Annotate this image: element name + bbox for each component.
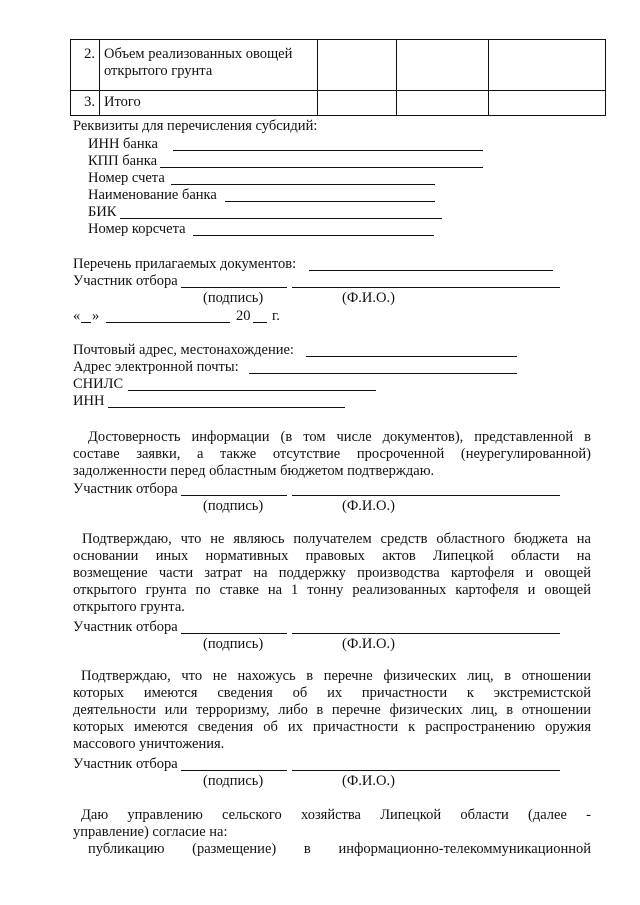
signature-line[interactable] bbox=[181, 633, 287, 634]
paragraph-line: Достоверность информации (в том числе документов), представленной в bbox=[88, 429, 591, 445]
declaration-no-other-funds bbox=[73, 531, 591, 616]
date-open-quote: « bbox=[73, 308, 81, 324]
signature-caption: (подпись) bbox=[203, 773, 264, 789]
table-row bbox=[71, 40, 606, 91]
snils-label: СНИЛС bbox=[73, 376, 124, 392]
paragraph-line: основании иных нормативных правовых актов Липецкой области на bbox=[73, 548, 591, 564]
bank-name-input[interactable] bbox=[225, 201, 435, 202]
date-year-suffix: г. bbox=[272, 308, 280, 324]
signature-line[interactable] bbox=[181, 770, 287, 771]
bik-label: БИК bbox=[88, 204, 117, 220]
table-row bbox=[71, 91, 606, 116]
corr-account-label: Номер корсчета bbox=[88, 221, 186, 237]
date-year-input[interactable] bbox=[253, 322, 267, 323]
paragraph-line: составе заявки, а также отсутствие просроченной (неурегулированной) bbox=[73, 446, 591, 462]
paragraph-line: Подтверждаю, что не являюсь получателем средств областного бюджета на bbox=[82, 531, 591, 547]
kpp-bank-label: КПП банка bbox=[88, 153, 158, 169]
signature-line[interactable] bbox=[181, 495, 287, 496]
paragraph-line: управление) согласие на: bbox=[73, 824, 228, 840]
fio-line[interactable] bbox=[292, 495, 560, 496]
postal-address-input[interactable] bbox=[306, 356, 517, 357]
paragraph-line: открытого грунта. bbox=[73, 599, 185, 615]
fio-caption: (Ф.И.О.) bbox=[342, 498, 395, 514]
paragraph-line: открытого грунта по ставке на 1 тонну реализованных картофеля и овощей bbox=[73, 582, 591, 598]
documents-label: Перечень прилагаемых документов: bbox=[73, 256, 297, 272]
snils-input[interactable] bbox=[128, 390, 376, 391]
table-cell bbox=[489, 40, 606, 91]
date-year-prefix: 20 bbox=[236, 308, 251, 324]
fio-line[interactable] bbox=[292, 633, 560, 634]
declaration-accuracy bbox=[73, 429, 591, 480]
participant-label: Участник отбора bbox=[73, 756, 178, 772]
inn-bank-label: ИНН банка bbox=[88, 136, 158, 152]
consent-paragraph bbox=[73, 807, 591, 858]
paragraph-line: Подтверждаю, что не нахожусь в перечне физических лиц, в отношении bbox=[81, 668, 591, 684]
bik-input[interactable] bbox=[120, 218, 442, 219]
account-number-input[interactable] bbox=[171, 184, 435, 185]
participant-label: Участник отбора bbox=[73, 481, 178, 497]
paragraph-line: которых имеются сведения об их причастности к экстремистской bbox=[73, 685, 591, 701]
paragraph-line: публикацию (размещение) в информационно-телекоммуникационной bbox=[88, 841, 591, 857]
paragraph-line: деятельности или терроризму, либо в перечне физических лиц, в отношении bbox=[73, 702, 591, 718]
paragraph-line: задолженности перед областным бюджетом подтверждаю. bbox=[73, 463, 435, 479]
inn-bank-input[interactable] bbox=[173, 150, 483, 151]
paragraph-line: массового уничтожения. bbox=[73, 736, 225, 752]
participant-label: Участник отбора bbox=[73, 619, 178, 635]
table-cell bbox=[397, 91, 489, 116]
fio-caption: (Ф.И.О.) bbox=[342, 290, 395, 306]
postal-address-label: Почтовый адрес, местонахождение: bbox=[73, 342, 294, 358]
participant-label: Участник отбора bbox=[73, 273, 178, 289]
inn-input[interactable] bbox=[108, 407, 345, 408]
email-label: Адрес электронной почты: bbox=[73, 359, 239, 375]
row-number: 3. bbox=[71, 91, 100, 116]
signature-caption: (подпись) bbox=[203, 636, 264, 652]
account-number-label: Номер счета bbox=[88, 170, 165, 186]
inn-label: ИНН bbox=[73, 393, 105, 409]
date-close-quote: » bbox=[92, 308, 100, 324]
fio-caption: (Ф.И.О.) bbox=[342, 636, 395, 652]
products-table bbox=[70, 39, 606, 116]
date-month-input[interactable] bbox=[106, 322, 230, 323]
row-number: 2. bbox=[71, 40, 100, 91]
table-cell bbox=[318, 91, 397, 116]
corr-account-input[interactable] bbox=[193, 235, 434, 236]
row-name bbox=[100, 40, 318, 91]
table-cell bbox=[489, 91, 606, 116]
declaration-not-in-lists bbox=[73, 668, 591, 753]
fio-line[interactable] bbox=[292, 770, 560, 771]
email-input[interactable] bbox=[249, 373, 517, 374]
table-cell bbox=[318, 40, 397, 91]
documents-input[interactable] bbox=[309, 270, 553, 271]
row-name-line: Объем реализованных овощей bbox=[104, 46, 293, 62]
date-day-input[interactable] bbox=[81, 322, 91, 323]
paragraph-line: которых имеются сведения об их причастности к распространению оружия bbox=[73, 719, 591, 735]
kpp-bank-input[interactable] bbox=[160, 167, 483, 168]
paragraph-line: Даю управлению сельского хозяйства Липецкой области (далее - bbox=[81, 807, 591, 823]
table-cell bbox=[397, 40, 489, 91]
signature-caption: (подпись) bbox=[203, 498, 264, 514]
paragraph-line: возмещение части затрат на поддержку производства картофеля и овощей bbox=[73, 565, 591, 581]
fio-line[interactable] bbox=[292, 287, 560, 288]
requisites-heading: Реквизиты для перечисления субсидий: bbox=[73, 118, 318, 134]
row-name-line: открытого грунта bbox=[104, 63, 213, 79]
row-name: Итого bbox=[100, 91, 318, 116]
signature-caption: (подпись) bbox=[203, 290, 264, 306]
bank-name-label: Наименование банка bbox=[88, 187, 217, 203]
signature-line[interactable] bbox=[181, 287, 287, 288]
fio-caption: (Ф.И.О.) bbox=[342, 773, 395, 789]
